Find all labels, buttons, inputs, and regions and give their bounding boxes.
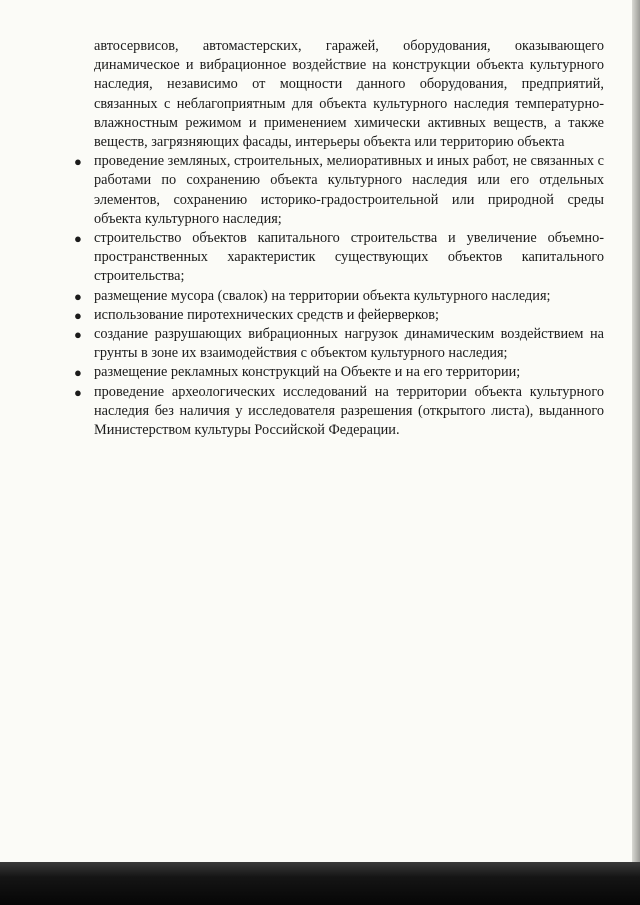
list-item-text: проведение археологических исследований на территории объекта культурного наследия без наличия у исследователя разрешения (открытого листа), выданного Министерством культуры Российской Федерации. bbox=[94, 383, 604, 439]
list-item-text: проведение земляных, строительных, мелиоративных и иных работ, не связанных с работами по сохранению объекта культурного наследия или его отдельных элементов, сохранению историко-градостроительной или природной среды объекта культурного наследия; bbox=[94, 153, 604, 227]
list-item bbox=[74, 383, 604, 441]
bullet-icon: ● bbox=[74, 327, 82, 343]
list-item-text: размещение рекламных конструкций на Объекте и на его территории; bbox=[94, 364, 521, 381]
list-item bbox=[74, 363, 604, 382]
bullet-icon: ● bbox=[74, 288, 82, 304]
restrictions-list bbox=[0, 152, 632, 440]
list-item bbox=[74, 306, 604, 325]
list-item-text: создание разрушающих вибрационных нагрузок динамическим воздействием на грунты в зоне их взаимодействия с объектом культурного наследия; bbox=[94, 326, 604, 362]
bullet-icon: ● bbox=[74, 231, 82, 247]
list-item bbox=[74, 229, 604, 287]
list-item bbox=[74, 325, 604, 363]
list-item bbox=[74, 287, 604, 306]
list-item-text: размещение мусора (свалок) на территории объекта культурного наследия; bbox=[94, 287, 551, 304]
page-edge-shadow bbox=[632, 0, 640, 862]
list-item-text: строительство объектов капитального строительства и увеличение объемно-пространственных характеристик существующих объектов капитального строительства; bbox=[94, 230, 604, 285]
list-item bbox=[74, 152, 604, 229]
document-body bbox=[0, 37, 632, 440]
intro-paragraph: автосервисов, автомастерских, гаражей, оборудования, оказывающего динамическое и вибрационное воздействие на конструкции объекта культурного наследия, независимо от мощности данного оборудования, предприятий, связанных с неблагоприятным для объекта культурного наследия температурно-влажностным режимом и применением химически активных веществ, а также веществ, загрязняющих фасады, интерьеры объекта или территорию объекта bbox=[94, 38, 604, 151]
bullet-icon: ● bbox=[74, 365, 82, 381]
bullet-icon: ● bbox=[74, 154, 82, 170]
bullet-icon: ● bbox=[74, 384, 82, 400]
bullet-icon: ● bbox=[74, 307, 82, 323]
scanner-bottom-edge bbox=[0, 862, 640, 905]
list-item-text: использование пиротехнических средств и фейерверков; bbox=[94, 306, 440, 323]
